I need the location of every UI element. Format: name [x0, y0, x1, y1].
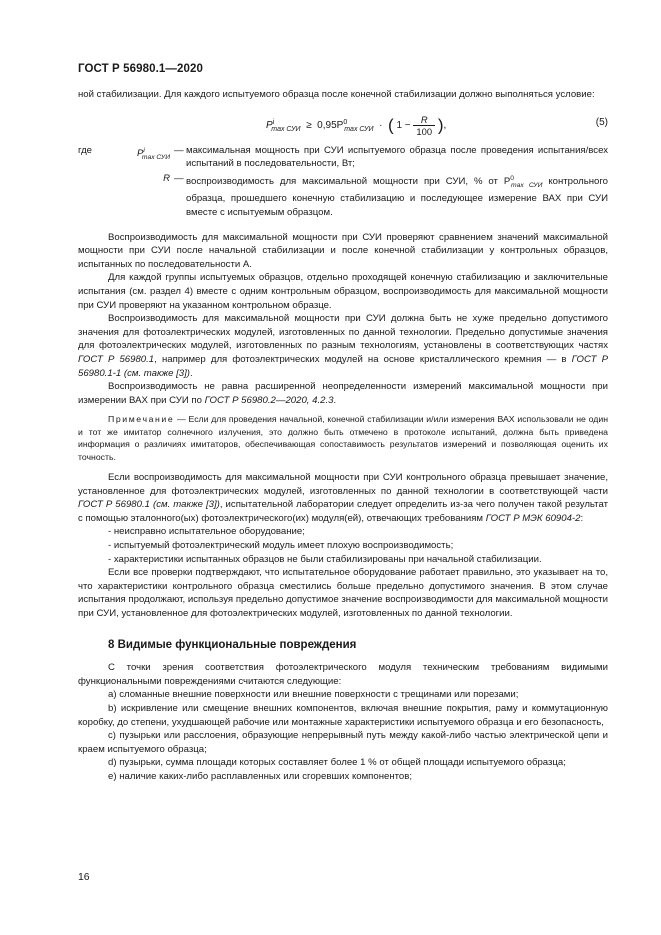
formula-rhs-sub: max СУИ: [344, 125, 374, 133]
section-paragraph: С точки зрения соответствия фотоэлектрического модуля техническим требованиям видимыми функциональными повреждениями считаются следующие:: [78, 662, 608, 687]
formula-number: (5): [595, 116, 608, 128]
formula-lhs-symbol: P: [266, 119, 273, 131]
formula-operator: ≥: [306, 119, 312, 131]
section-title: 8 Видимые функциональные повреждения: [108, 638, 357, 651]
note-text: — Если для проведения начальной, конечной стабилизации и/или измерения ВАХ использовали не один и тот же имитатор солнечного излучения, это должно быть отмечено в протоколе испытаний, должна быть приведена информация о различиях имитаторов, обеспечивающая сопоставимость результатов измерений и позволяющая оценить их точность.: [78, 414, 608, 462]
where-text-r-sub: max СУИ: [511, 181, 543, 189]
list-item: - неисправно испытательное оборудование;: [108, 526, 305, 538]
where-row-r: [78, 172, 608, 220]
gost-reference: ГОСТ Р МЭК 60904-2: [485, 512, 581, 524]
where-text-r-a: воспроизводимость для максимальной мощности при СУИ, % от P: [186, 175, 511, 187]
paragraph-uncertainty-a: Воспроизводимость не равна расширенной неопределенности измерений максимальной мощности при измерении ВАХ при СУИ по: [78, 381, 608, 406]
list-item: а) сломанные внешние поверхности или внешние поверхности с трещинами или порезами;: [108, 689, 519, 701]
formula-lhs-sup: i: [272, 118, 275, 126]
where-dash: —: [174, 144, 184, 156]
list-item: - испытуемый фотоэлектрический модуль имеет плохую воспроизводимость;: [108, 539, 454, 551]
list-item: e) наличие каких-либо расплавленных или сгоревших компонентов;: [108, 770, 413, 782]
gost-reference: ГОСТ Р 56980.2—2020, 4.2.3: [204, 394, 334, 406]
formula-paren-open: (: [388, 115, 394, 135]
formula-paren-close: ): [437, 115, 444, 135]
where-text-r-b: контрольного образца, прошедшего конечную стабилизацию и последующее измерение ВАХ при СУИ вместе с испытуемым образцом.: [186, 175, 608, 219]
document-header: ГОСТ Р 56980.1—2020: [78, 63, 203, 75]
formula-rhs-sup: 0: [343, 118, 348, 126]
where-symbol-r: R: [163, 172, 170, 184]
paragraph-limit: [78, 312, 608, 380]
paragraph-limit-e: .: [190, 367, 193, 379]
gost-reference: ГОСТ Р 56980.1 (см. также [3]): [78, 499, 220, 511]
paragraph-exceed-e: :: [580, 512, 584, 524]
list-item: - характеристики испытанных образцов не были стабилизированы при начальной стабилизации.: [108, 553, 542, 565]
note-label: Примечание: [108, 414, 175, 425]
bullet-list: [78, 525, 608, 566]
where-symbol-p-main: P: [136, 147, 144, 159]
paragraph-group-check: Для каждой группы испытуемых образцов, отдельно проходящей конечную стабилизацию и заключительные испытания (см. раздел 4) вместе с одним контрольным образцом, воспроизводимость для максимальной мощности при СУИ проверяют на указанном контрольном образце.: [78, 272, 608, 311]
formula-expression: [266, 114, 446, 137]
paragraph-exceed-a: Если воспроизводимость для максимальной мощности при СУИ контрольного образца превышает значение, установленное для фотоэлектрических модулей, изготовленных по данной технологии в соответствующей части: [78, 472, 608, 497]
formula-coef: 0,95P: [317, 119, 344, 131]
formula-tail: ,: [443, 119, 447, 131]
note: [78, 413, 608, 463]
where-row-p: [78, 144, 608, 171]
formula-fraction: [413, 114, 435, 137]
list-item: c) пузырьки или расслоения, образующие непрерывный путь между какой-либо частью электрической цепи и краем испытуемого образца;: [78, 730, 608, 755]
paragraph-exceed: [78, 471, 608, 525]
paragraph-after-checks: Если все проверки подтверждают, что испытательное оборудование работает правильно, это указывает на то, что характеристики контрольного образца сместились больше предельно допустимого значения. В этом случае испытания продолжают, используя предельно допустимое значение воспроизводимости для максимальной мощности при СУИ, установленное для фотоэлектрических модулей, изготовленных по данной технологии.: [78, 567, 608, 619]
formula-mult: ·: [379, 119, 383, 131]
formula-frac-num: R: [413, 114, 435, 126]
where-dash: —: [174, 172, 184, 184]
paragraph-exceed-c: , испытательной лаборатории следует определить из-за чего получен такой результат с помощью эталонного(ых) фотоэлектрического(их) модуля(ей), отвечающих требованиям: [78, 499, 608, 524]
paragraph-uncertainty-c: .: [333, 394, 337, 406]
list-item: b) искривление или смещение внешних компонентов, включая внешние покрытия, раму и коммутационную коробку, до степени, ухудшающей рабочие или монтажные характеристики испытуемого образца и его безопасность,: [78, 702, 608, 728]
where-list: [78, 144, 608, 220]
where-symbol-p: [108, 144, 174, 165]
document-body: [78, 88, 608, 783]
gost-reference: ГОСТ Р 56980.1-1 (см. также [3]): [78, 354, 608, 379]
formula-5: [78, 108, 608, 138]
gost-reference: ГОСТ Р 56980.1: [78, 354, 155, 365]
where-symbol-p-sup: i: [143, 146, 145, 154]
where-text-r-sup: 0: [510, 174, 515, 182]
where-text-r: [186, 172, 608, 220]
intro-text: ной стабилизации. Для каждого испытуемого образца после конечной стабилизации должно выполняться условие:: [78, 89, 595, 100]
where-word: где: [78, 144, 93, 156]
paragraph-uncertainty: [78, 380, 608, 407]
list-item: d) пузырьки, сумма площади которых составляет более 1 % от общей площади испытуемого образца;: [108, 757, 566, 769]
where-text-p: максимальная мощность при СУИ испытуемого образца после проведения испытания/всех испытаний в последовательности, Вт;: [186, 144, 608, 170]
where-symbol-p-sub: max СУИ: [141, 153, 170, 161]
formula-frac-den: 100: [416, 125, 433, 137]
formula-lhs-sub: max СУИ: [271, 125, 301, 133]
paragraph-limit-c: , например для фотоэлектрических модулей на основе кристаллического кремния — в: [154, 354, 572, 365]
paragraph-limit-a: Воспроизводимость для максимальной мощности при СУИ должна быть не хуже предельно допустимого значения для фотоэлектрических модулей, изготовленных по данной технологии. Предельно допустимые значения для фотоэлектрических модулей, изготовленных по разным технологиям, установлены в соответствующих частях: [78, 313, 608, 352]
paragraph-reproducibility-check: Воспроизводимость для максимальной мощности при СУИ проверяют сравнением значений максимальной мощности при СУИ после начальной стабилизации и после конечной стабилизации у контрольных образцов, испытанных по последовательности А.: [78, 231, 608, 270]
page-number: 16: [78, 872, 90, 883]
formula-one-minus: 1 −: [396, 119, 411, 131]
